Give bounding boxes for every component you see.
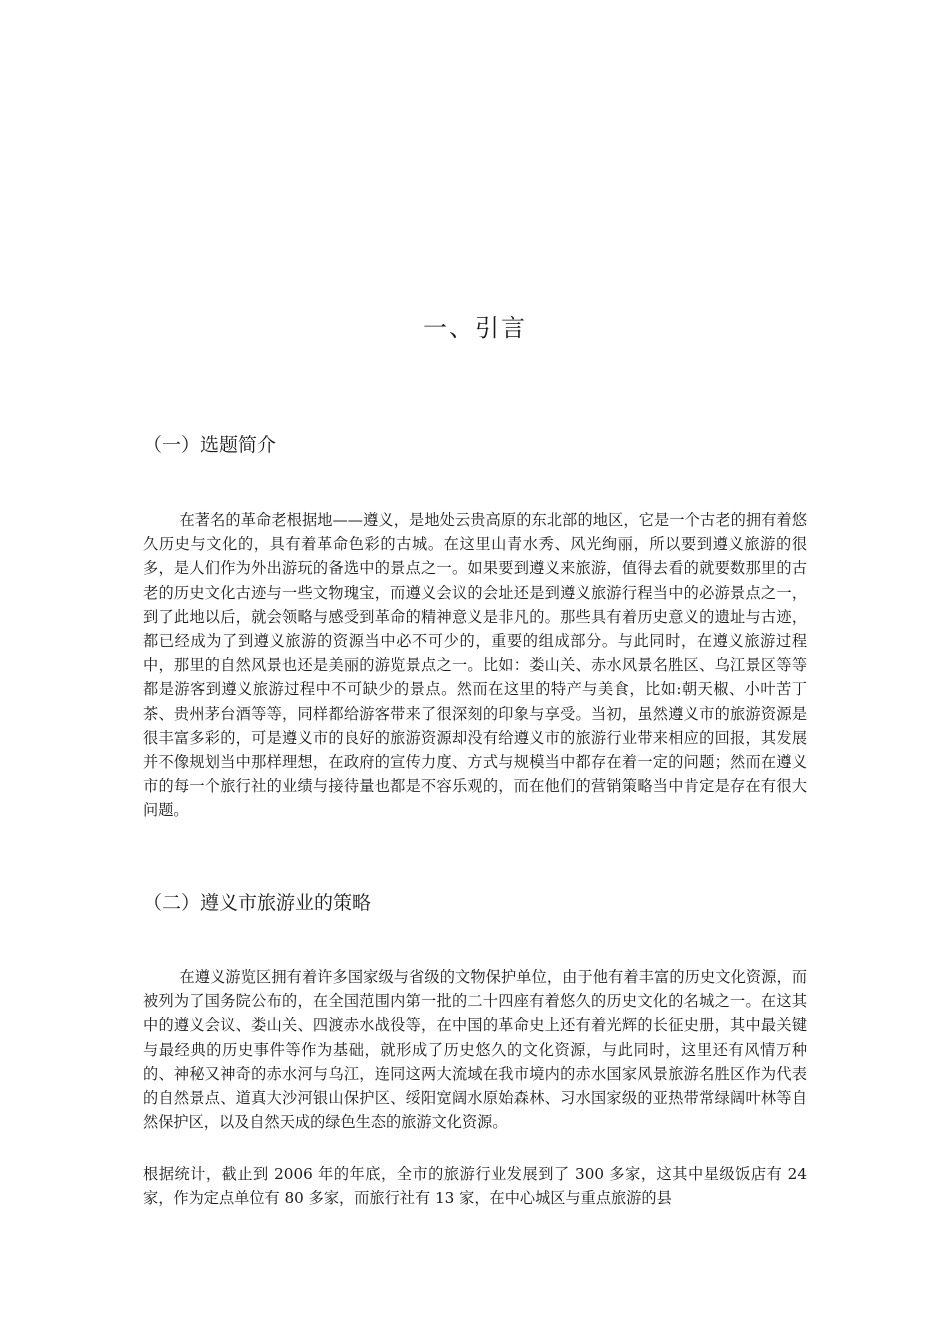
- paragraph-topic-intro: 在著名的革命老根据地——遵义，是地处云贵高原的东北部的地区，它是一个古老的拥有着悠久历史与文化的，具有着革命色彩的古城。在这里山青水秀、风光绚丽，所以要到遵义旅游的很多，是人们作为外出游玩的备选中的景点之一。如果要到遵义来旅游，值得去看的就要数那里的古老的历史文化古迹与一些文物瑰宝，而遵义会议的会址还是到遵义旅游行程当中的必游景点之一，到了此地以后，就会领略与感受到革命的精神意义是非凡的。那些具有着历史意义的遗址与古迹，都已经成为了到遵义旅游的资源当中必不可少的，重要的组成部分。与此同时，在遵义旅游过程中，那里的自然风景也还是美丽的游览景点之一。比如：娄山关、赤水风景名胜区、乌江景区等等都是游客到遵义旅游过程中不可缺少的景点。然而在这里的特产与美食，比如:朝天椒、小叶苦丁茶、贵州茅台酒等等，同样都给游客带来了很深刻的印象与享受。当初，虽然遵义市的旅游资源是很丰富多彩的，可是遵义市的良好的旅游资源却没有给遵义市的旅游行业带来相应的回报，其发展并不像规划当中那样理想，在政府的宣传力度、方式与规模当中都存在着一定的问题；然而在遵义市的每一个旅行社的业绩与接待量也都是不容乐观的，而在他们的营销策略当中肯定是存在有很大问题。: [143, 511, 807, 820]
- paragraph-tourism-statistics: 根据统计，截止到 2006 年的年底，全市的旅游行业发展到了 300 多家，这其中星级饭店有 24 家，作为定点单位有 80 多家，而旅行社有 13 家，在中心城区与重点旅游的县: [143, 1165, 807, 1208]
- section-heading-tourism-strategy: （二）遵义市旅游业的策略: [143, 892, 372, 914]
- chapter-title: 一、引言: [423, 314, 527, 342]
- paragraph-tourism-resources: 在遵义游览区拥有着许多国家级与省级的文物保护单位，由于他有着丰富的历史文化资源，而被列为了国务院公布的，在全国范围内第一批的二十四座有着悠久的历史文化的名城之一。在这其中的遵义会议、娄山关、四渡赤水战役等，在中国的革命史上还有着光辉的长征史册，其中最关键与最经典的历史事件等作为基础，就形成了历史悠久的文化资源，与此同时，这里还有风情万种的、神秘又神奇的赤水河与乌江，连同这两大流域在我市境内的赤水国家风景旅游名胜区作为代表的自然景点、道真大沙河银山保护区、绥阳宽阔水原始森林、习水国家级的亚热带常绿阔叶林等自然保护区，以及自然天成的绿色生态的旅游文化资源。: [143, 968, 807, 1132]
- section-heading-topic-intro: （一）选题简介: [143, 434, 277, 456]
